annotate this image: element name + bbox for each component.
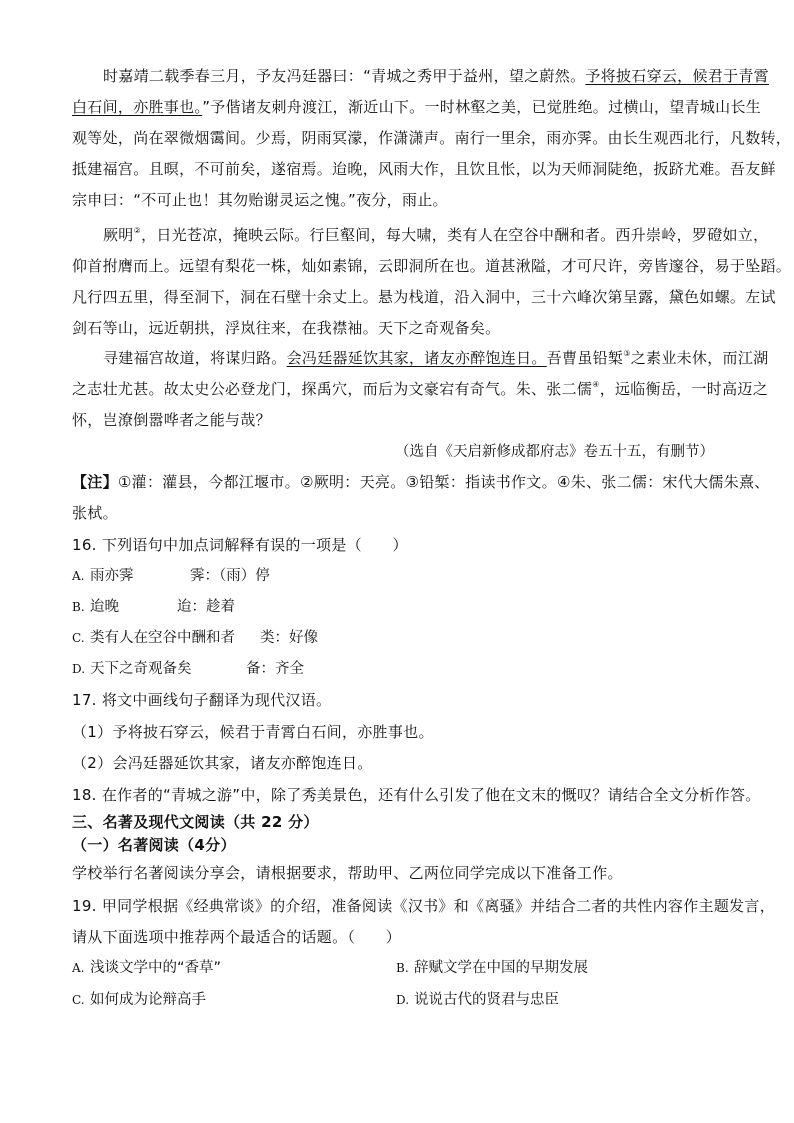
option-key: D. xyxy=(72,662,86,676)
option-key: C. xyxy=(72,631,85,645)
notes-text: ①灌：灌县，今都江堰市。②厥明：天亮。③铅椠：指读书作文。④朱、张二儒：宋代大儒朱熹、 xyxy=(117,473,770,491)
q17-sentence-2: （2）会冯廷器延饮其家，诸友亦醉饱连日。 xyxy=(72,754,373,772)
q16-option-c-gloss: 类：好像 xyxy=(260,630,318,646)
section-3-intro: 学校举行名著阅读分享会，请根据要求，帮助甲、乙两位同学完成以下准备工作。 xyxy=(72,864,623,882)
q19-stem-line2: 请从下面选项中推荐两个最适合的话题。（ ） xyxy=(72,928,402,946)
section-3-subtitle: （一）名著阅读（4分） xyxy=(72,836,236,854)
q19-option-c xyxy=(72,990,206,1010)
passage-p2-line3: 凡行四五里，得至洞下，洞在石壁十余丈上。悬为栈道，沿入洞中，三十六峰次第呈露，黛色如螺。左试 xyxy=(72,288,776,306)
q19-stem-line1: 19. 甲同学根据《经典常谈》的介绍，准备阅读《汉书》和《离骚》并结合二者的共性内容作主题发言， xyxy=(72,897,776,915)
option-key: A. xyxy=(72,961,85,975)
section-3-title: 三、名著及现代文阅读（共 22 分） xyxy=(72,813,319,831)
notes-line2: 张栻。 xyxy=(72,504,118,522)
passage-p1-line4: 抵建福宫。且暝，不可前矣，遂宿焉。迨晚，风雨大作，且饮且怅，以为天师洞陡绝，扳跻尤难。吾友鲜 xyxy=(72,160,776,178)
notes-label: 【注】 xyxy=(72,473,118,491)
q16-stem: 16. 下列语句中加点词解释有误的一项是（ ） xyxy=(72,536,408,554)
q16-option-b-gloss: 迨：趁着 xyxy=(177,599,235,615)
text-run: ，日光苍凉，掩映云际。行巨壑间，每大啸，类有人在空谷中酬和者。西升崇岭，罗磴如立， xyxy=(141,226,769,244)
q16-option-d xyxy=(72,659,192,679)
option-text: 浅谈文学中的“香草” xyxy=(90,960,222,976)
q16-option-d-gloss: 备：齐全 xyxy=(246,661,304,677)
underlined-sentence-2: 会冯廷器延饮其家，诸友亦醉饱连日。 xyxy=(286,349,547,367)
option-text: 类有人在空谷中酬和者 xyxy=(90,630,235,646)
q16-option-a xyxy=(72,566,134,586)
q16-option-a-gloss: 霁：（雨）停 xyxy=(190,568,270,584)
q16-option-b xyxy=(72,597,119,617)
text-run: 吾曹虽铅椠 xyxy=(546,349,624,367)
passage-p2-line2: 仰首拊膺而上。远望有梨花一株，灿如素锦，云即洞所在也。道甚湫隘，才可尺许，旁皆邃谷，易于坠蹈。 xyxy=(72,257,792,275)
q18-stem: 18. 在作者的“青城之游”中，除了秀美景色，还有什么引发了他在文末的慨叹？请结合全文分析作答。 xyxy=(72,786,761,804)
option-key: D. xyxy=(396,993,410,1007)
text-run: 时嘉靖二载季春三月，予友冯廷器曰：“青城之秀甲于益州，望之蔚然。 xyxy=(103,67,586,85)
passage-p1-line1 xyxy=(103,66,769,86)
passage-p2-line4: 剑石等山，远近朝拱，浮岚往来，在我襟袖。天下之奇观备矣。 xyxy=(72,319,501,337)
q19-option-a xyxy=(72,958,221,978)
q19-option-b xyxy=(396,958,588,978)
option-key: B. xyxy=(72,600,85,614)
passage-p1-line5: 宗申曰：“不可止也！其勿贻谢灵运之愧。”夜分，雨止。 xyxy=(72,191,448,209)
option-text: 迨晚 xyxy=(90,599,119,615)
option-text: 天下之奇观备矣 xyxy=(90,661,192,677)
underlined-sentence-1a: 予将披石穿云，候君于青霄 xyxy=(585,67,769,85)
passage-p3-line1 xyxy=(103,348,768,368)
text-run: 之素业未休，而江湖 xyxy=(630,349,769,367)
option-text: 说说古代的贤君与忠臣 xyxy=(414,992,559,1008)
option-text: 辞赋文学在中国的早期发展 xyxy=(414,960,588,976)
option-text: 雨亦霁 xyxy=(90,568,134,584)
passage-p2-line1 xyxy=(103,225,768,245)
option-key: A. xyxy=(72,569,85,583)
text-run: ，远临衡岳，一时高迈之 xyxy=(599,380,769,398)
text-run: 之志壮尤甚。故太史公必登龙门，探禹穴，而后为文豪宕有奇气。朱、张二儒 xyxy=(72,380,593,398)
footnote-marker: ④ xyxy=(592,380,600,389)
option-key: C. xyxy=(72,993,85,1007)
footnote-marker: ② xyxy=(133,226,142,235)
passage-p3-line2 xyxy=(72,379,768,399)
passage-source: （选自《天启新修成都府志》卷五十五，有删节） xyxy=(395,444,714,460)
passage-p1-line3: 观等处，尚在翠微烟霭间。少焉，阴雨冥濛，作潇潇声。南行一里余，雨亦霁。由长生观西北行，凡数转， xyxy=(72,129,792,147)
option-text: 如何成为论辩高手 xyxy=(90,992,206,1008)
q19-option-d xyxy=(396,990,559,1010)
underlined-sentence-1b: 白石间，亦胜事也。 xyxy=(72,98,203,116)
notes-line1 xyxy=(72,472,770,492)
text-run: 寻建福宫故道，将谋归路。 xyxy=(103,349,287,367)
passage-p1-line2 xyxy=(72,97,761,117)
text-run: 厥明 xyxy=(103,226,134,244)
passage-p3-line3: 怀，岂潦倒嚣哗者之能与哉？ xyxy=(72,411,271,429)
q17-sentence-1: （1）予将披石穿云，候君于青霄白石间，亦胜事也。 xyxy=(72,723,434,741)
q17-stem: 17. 将文中画线句子翻译为现代汉语。 xyxy=(72,691,332,709)
q16-option-c xyxy=(72,628,235,648)
option-key: B. xyxy=(396,961,409,975)
text-run: ”予偕诸友刺舟渡江，渐近山下。一时林壑之美，已觉胜绝。过横山，望青城山长生 xyxy=(202,98,762,116)
footnote-marker: ③ xyxy=(623,349,631,358)
